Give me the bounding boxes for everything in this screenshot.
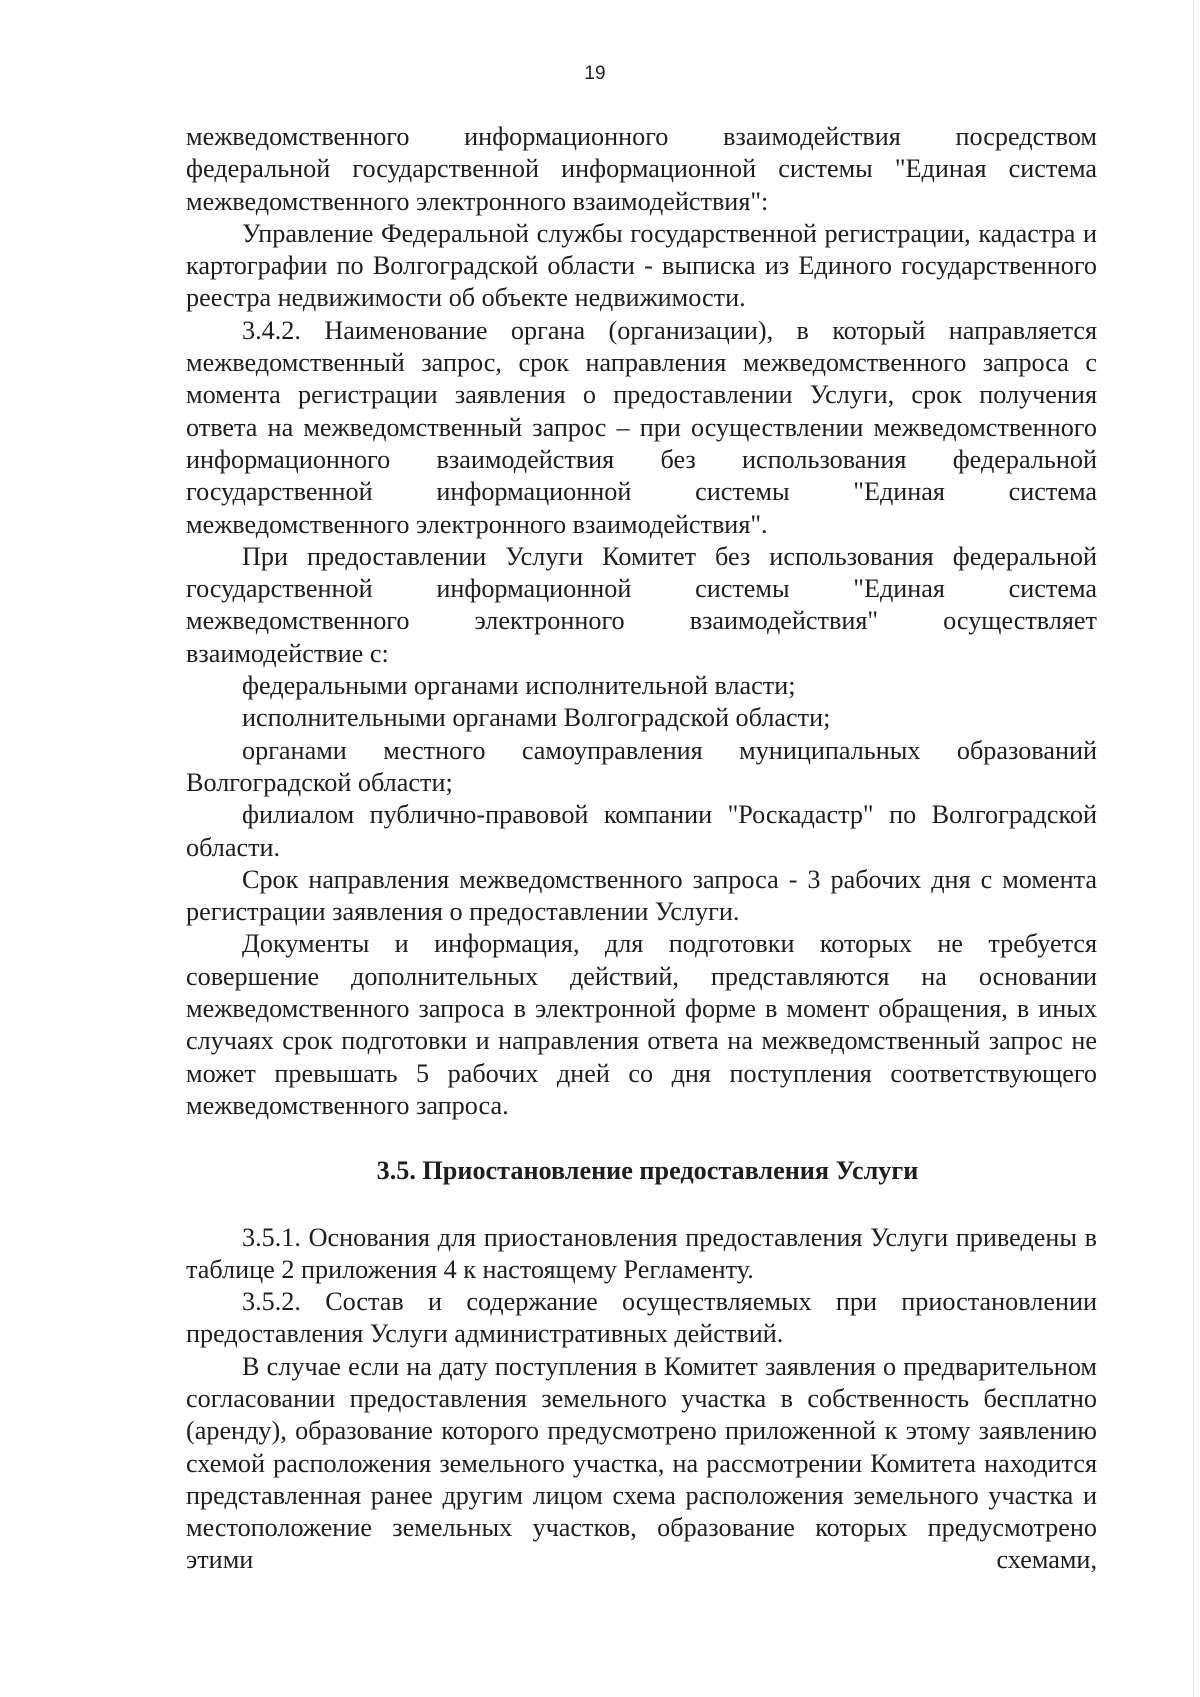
paragraph: Управление Федеральной службы государственной регистрации, кадастра и картографии по Волгоградской области - выписка из Единого государственного реестра недвижимости об объекте недвижимости.	[186, 218, 1097, 313]
page-edge-line	[1193, 0, 1194, 1697]
list-item: федеральными органами исполнительной власти;	[242, 671, 796, 701]
paragraph: Срок направления межведомственного запроса - 3 рабочих дня с момента регистрации заявления о предоставлении Услуги.	[186, 864, 1097, 927]
paragraph: При предоставлении Услуги Комитет без использования федеральной государственной информационной системы "Единая система межведомственного электронного взаимодействия" осуществляет взаимодействие с:	[186, 541, 1097, 668]
document-body	[186, 121, 1097, 1577]
paragraph: 3.4.2. Наименование органа (организации), в который направляется межведомственный запрос, срок направления межведомственного запроса с момента регистрации заявления о предоставлении Услуги, срок получения ответа на межведомственный запрос – при осуществлении межведомственного информационного взаимодействия без использования федеральной государственной информационной системы "Единая система межведомственного электронного взаимодействия".	[186, 315, 1097, 539]
paragraph: В случае если на дату поступления в Комитет заявления о предварительном согласовании предоставления земельного участка в собственность бесплатно (аренду), образование которого предусмотрено приложенной к этому заявлению схемой расположения земельного участка, на рассмотрении Комитета находится представленная ранее другим лицом схема расположения земельного участка и местоположение земельных участков, образование которых предусмотрено этими схемами,	[186, 1351, 1097, 1575]
paragraph: межведомственного информационного взаимодействия посредством федеральной государственной информационной системы "Единая система межведомственного электронного взаимодействия":	[186, 122, 1097, 216]
paragraph: 3.5.2. Состав и содержание осуществляемых при приостановлении предоставления Услуги административных действий.	[186, 1287, 1097, 1349]
paragraph: Документы и информация, для подготовки которых не требуется совершение дополнительных действий, представляются на основании межведомственного запроса в электронной форме в момент обращения, в иных случаях срок подготовки и направления ответа на межведомственный запрос не может превышать 5 рабочих дней со дня поступления соответствующего межведомственного запроса.	[186, 929, 1097, 1120]
paragraph: 3.5.1. Основания для приостановления предоставления Услуги приведены в таблице 2 приложения 4 к настоящему Регламенту.	[186, 1222, 1097, 1284]
section-heading: 3.5. Приостановление предоставления Услуги	[376, 1156, 919, 1186]
list-item: органами местного самоуправления муниципальных образований Волгоградской области;	[186, 735, 1097, 797]
list-item: исполнительными органами Волгоградской области;	[242, 703, 831, 733]
page-number: 19	[584, 63, 606, 84]
list-item: филиалом публично-правовой компании "Роскадастр" по Волгоградской области.	[186, 800, 1097, 862]
